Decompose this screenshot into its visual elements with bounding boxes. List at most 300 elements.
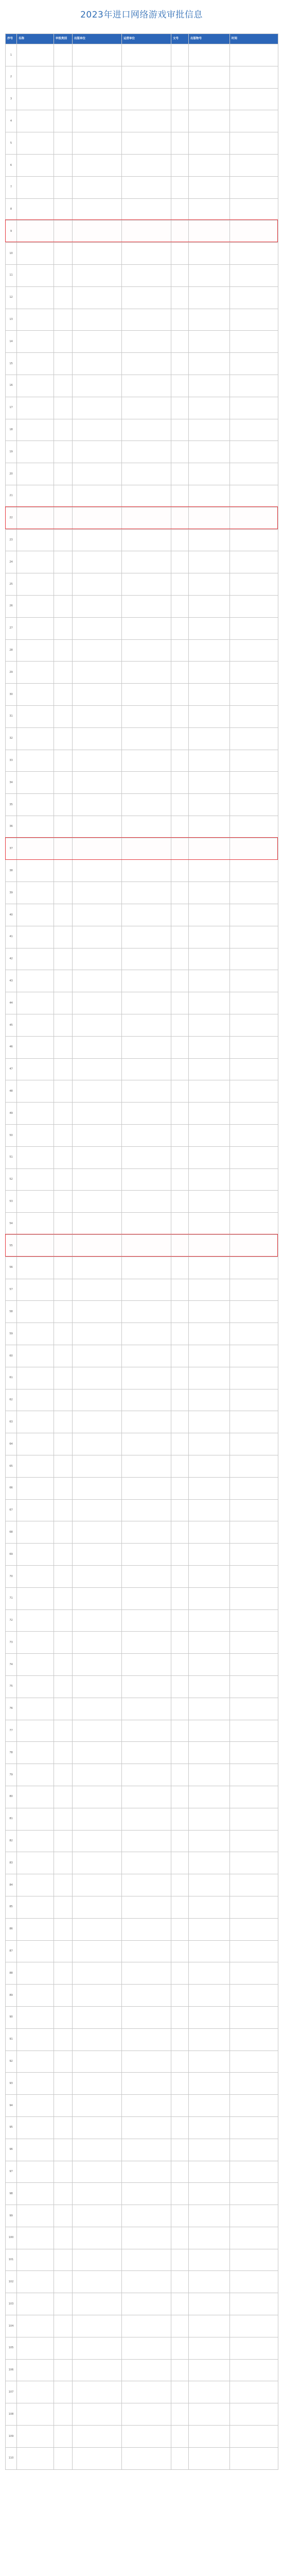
cell-publisher bbox=[73, 2315, 122, 2337]
cell-number: 18 bbox=[6, 419, 17, 441]
cell-date bbox=[230, 926, 278, 948]
cell-number: 5 bbox=[6, 132, 17, 155]
cell-name bbox=[17, 684, 54, 706]
cell-doc-number bbox=[171, 2337, 189, 2359]
cell-name bbox=[17, 948, 54, 970]
table-row bbox=[6, 309, 278, 331]
cell-name bbox=[17, 1985, 54, 2007]
cell-doc-number bbox=[171, 44, 189, 66]
cell-operator bbox=[122, 1698, 171, 1720]
cell-publisher bbox=[73, 1433, 122, 1455]
cell-publisher bbox=[73, 485, 122, 507]
table-row bbox=[6, 1080, 278, 1103]
cell-operator bbox=[122, 1345, 171, 1367]
cell-isbn bbox=[189, 1896, 230, 1918]
cell-doc-number bbox=[171, 1675, 189, 1698]
cell-isbn bbox=[189, 573, 230, 596]
cell-category bbox=[54, 198, 73, 221]
cell-name bbox=[17, 1433, 54, 1455]
cell-category bbox=[54, 507, 73, 529]
cell-number: 73 bbox=[6, 1632, 17, 1654]
cell-isbn bbox=[189, 2249, 230, 2271]
cell-operator bbox=[122, 926, 171, 948]
cell-date bbox=[230, 1764, 278, 1786]
cell-isbn bbox=[189, 1874, 230, 1896]
cell-number: 102 bbox=[6, 2271, 17, 2293]
cell-date bbox=[230, 595, 278, 617]
cell-name bbox=[17, 1146, 54, 1168]
cell-date bbox=[230, 485, 278, 507]
cell-name bbox=[17, 331, 54, 353]
table-row bbox=[6, 1852, 278, 1874]
cell-publisher bbox=[73, 1146, 122, 1168]
cell-category bbox=[54, 1257, 73, 1279]
cell-publisher bbox=[73, 243, 122, 265]
cell-category bbox=[54, 838, 73, 860]
cell-isbn bbox=[189, 1764, 230, 1786]
table-row bbox=[6, 1742, 278, 1764]
cell-doc-number bbox=[171, 419, 189, 441]
cell-number: 56 bbox=[6, 1257, 17, 1279]
cell-name bbox=[17, 882, 54, 904]
cell-publisher bbox=[73, 838, 122, 860]
cell-category bbox=[54, 1499, 73, 1521]
cell-publisher bbox=[73, 1125, 122, 1147]
cell-number: 15 bbox=[6, 353, 17, 375]
cell-doc-number bbox=[171, 1764, 189, 1786]
cell-doc-number bbox=[171, 1411, 189, 1433]
cell-operator bbox=[122, 551, 171, 573]
cell-name bbox=[17, 772, 54, 794]
cell-operator bbox=[122, 2028, 171, 2050]
cell-number: 16 bbox=[6, 375, 17, 397]
cell-operator bbox=[122, 1521, 171, 1544]
cell-category bbox=[54, 1830, 73, 1852]
cell-name bbox=[17, 2028, 54, 2050]
cell-operator bbox=[122, 154, 171, 176]
cell-date bbox=[230, 1301, 278, 1323]
cell-publisher bbox=[73, 1609, 122, 1632]
cell-number: 4 bbox=[6, 110, 17, 132]
cell-operator bbox=[122, 1654, 171, 1676]
cell-number: 60 bbox=[6, 1345, 17, 1367]
cell-publisher bbox=[73, 595, 122, 617]
table-row bbox=[6, 44, 278, 66]
cell-operator bbox=[122, 397, 171, 419]
cell-isbn bbox=[189, 331, 230, 353]
cell-number: 41 bbox=[6, 926, 17, 948]
cell-isbn bbox=[189, 1323, 230, 1345]
cell-category bbox=[54, 1852, 73, 1874]
table-row bbox=[6, 1918, 278, 1940]
cell-date bbox=[230, 1565, 278, 1587]
cell-category bbox=[54, 1367, 73, 1389]
cell-date bbox=[230, 1675, 278, 1698]
cell-number: 79 bbox=[6, 1764, 17, 1786]
cell-operator bbox=[122, 1036, 171, 1058]
cell-number: 27 bbox=[6, 617, 17, 639]
cell-number: 20 bbox=[6, 463, 17, 485]
cell-publisher bbox=[73, 2205, 122, 2227]
cell-operator bbox=[122, 1675, 171, 1698]
cell-publisher bbox=[73, 882, 122, 904]
cell-isbn bbox=[189, 794, 230, 816]
cell-category bbox=[54, 441, 73, 463]
table-row bbox=[6, 1940, 278, 1962]
cell-date bbox=[230, 904, 278, 926]
cell-number: 21 bbox=[6, 485, 17, 507]
cell-publisher bbox=[73, 419, 122, 441]
cell-category bbox=[54, 684, 73, 706]
cell-doc-number bbox=[171, 198, 189, 221]
cell-operator bbox=[122, 816, 171, 838]
cell-date bbox=[230, 1609, 278, 1632]
table-row bbox=[6, 1058, 278, 1080]
cell-number: 31 bbox=[6, 705, 17, 727]
cell-isbn bbox=[189, 1389, 230, 1411]
cell-operator bbox=[122, 2073, 171, 2095]
cell-operator bbox=[122, 2271, 171, 2293]
cell-date bbox=[230, 397, 278, 419]
cell-isbn bbox=[189, 551, 230, 573]
cell-operator bbox=[122, 441, 171, 463]
cell-number: 87 bbox=[6, 1940, 17, 1962]
cell-date bbox=[230, 551, 278, 573]
col-header-isbn: 出版物号 bbox=[189, 34, 230, 44]
cell-operator bbox=[122, 1168, 171, 1191]
cell-isbn bbox=[189, 1918, 230, 1940]
table-row bbox=[6, 1962, 278, 1985]
cell-name bbox=[17, 1301, 54, 1323]
cell-publisher bbox=[73, 132, 122, 155]
cell-name bbox=[17, 1389, 54, 1411]
cell-name bbox=[17, 485, 54, 507]
cell-operator bbox=[122, 1786, 171, 1808]
cell-isbn bbox=[189, 88, 230, 110]
cell-isbn bbox=[189, 2337, 230, 2359]
cell-isbn bbox=[189, 750, 230, 772]
table-row bbox=[6, 1499, 278, 1521]
table-row bbox=[6, 353, 278, 375]
cell-category bbox=[54, 573, 73, 596]
cell-name bbox=[17, 573, 54, 596]
cell-publisher bbox=[73, 2183, 122, 2205]
cell-date bbox=[230, 970, 278, 992]
cell-name bbox=[17, 353, 54, 375]
cell-doc-number bbox=[171, 1058, 189, 1080]
cell-isbn bbox=[189, 2271, 230, 2293]
cell-publisher bbox=[73, 66, 122, 88]
cell-doc-number bbox=[171, 1720, 189, 1742]
cell-number: 110 bbox=[6, 2447, 17, 2469]
cell-number: 53 bbox=[6, 1191, 17, 1213]
cell-operator bbox=[122, 1257, 171, 1279]
cell-operator bbox=[122, 2139, 171, 2161]
cell-category bbox=[54, 1521, 73, 1544]
table-row bbox=[6, 662, 278, 684]
cell-number: 19 bbox=[6, 441, 17, 463]
table-row bbox=[6, 529, 278, 551]
cell-publisher bbox=[73, 1918, 122, 1940]
cell-date bbox=[230, 1279, 278, 1301]
cell-operator bbox=[122, 1852, 171, 1874]
cell-name bbox=[17, 88, 54, 110]
approval-table bbox=[5, 33, 278, 2470]
cell-category bbox=[54, 926, 73, 948]
cell-publisher bbox=[73, 617, 122, 639]
cell-doc-number bbox=[171, 1609, 189, 1632]
cell-category bbox=[54, 1058, 73, 1080]
cell-number: 54 bbox=[6, 1213, 17, 1235]
cell-isbn bbox=[189, 1213, 230, 1235]
cell-operator bbox=[122, 2293, 171, 2315]
cell-number: 32 bbox=[6, 727, 17, 750]
cell-date bbox=[230, 1345, 278, 1367]
cell-category bbox=[54, 110, 73, 132]
cell-date bbox=[230, 1058, 278, 1080]
cell-publisher bbox=[73, 2293, 122, 2315]
cell-category bbox=[54, 1632, 73, 1654]
table-row bbox=[6, 176, 278, 198]
cell-name bbox=[17, 794, 54, 816]
cell-isbn bbox=[189, 2359, 230, 2381]
cell-isbn bbox=[189, 1830, 230, 1852]
cell-category bbox=[54, 1455, 73, 1478]
cell-name bbox=[17, 529, 54, 551]
cell-number: 22 bbox=[6, 507, 17, 529]
cell-doc-number bbox=[171, 1896, 189, 1918]
table-row bbox=[6, 1323, 278, 1345]
cell-date bbox=[230, 1830, 278, 1852]
cell-number: 12 bbox=[6, 286, 17, 309]
cell-category bbox=[54, 2315, 73, 2337]
cell-doc-number bbox=[171, 2006, 189, 2028]
cell-doc-number bbox=[171, 2359, 189, 2381]
cell-publisher bbox=[73, 1080, 122, 1103]
cell-operator bbox=[122, 198, 171, 221]
table-row bbox=[6, 441, 278, 463]
table-row bbox=[6, 1433, 278, 1455]
cell-number: 33 bbox=[6, 750, 17, 772]
table-row bbox=[6, 2139, 278, 2161]
cell-date bbox=[230, 154, 278, 176]
cell-name bbox=[17, 992, 54, 1014]
cell-date bbox=[230, 772, 278, 794]
cell-isbn bbox=[189, 684, 230, 706]
cell-doc-number bbox=[171, 507, 189, 529]
table-row bbox=[6, 2205, 278, 2227]
cell-category bbox=[54, 1720, 73, 1742]
cell-operator bbox=[122, 1874, 171, 1896]
col-header-doc-number: 文号 bbox=[171, 34, 189, 44]
table-row bbox=[6, 882, 278, 904]
cell-doc-number bbox=[171, 463, 189, 485]
cell-doc-number bbox=[171, 1213, 189, 1235]
cell-number: 48 bbox=[6, 1080, 17, 1103]
cell-category bbox=[54, 904, 73, 926]
cell-operator bbox=[122, 1565, 171, 1587]
cell-operator bbox=[122, 176, 171, 198]
cell-category bbox=[54, 2095, 73, 2117]
cell-category bbox=[54, 2050, 73, 2073]
cell-date bbox=[230, 1632, 278, 1654]
cell-doc-number bbox=[171, 1235, 189, 1257]
cell-operator bbox=[122, 44, 171, 66]
cell-name bbox=[17, 1058, 54, 1080]
cell-publisher bbox=[73, 441, 122, 463]
cell-category bbox=[54, 2073, 73, 2095]
cell-date bbox=[230, 2381, 278, 2403]
cell-operator bbox=[122, 1301, 171, 1323]
cell-date bbox=[230, 705, 278, 727]
cell-number: 90 bbox=[6, 2006, 17, 2028]
cell-date bbox=[230, 948, 278, 970]
cell-operator bbox=[122, 2095, 171, 2117]
cell-category bbox=[54, 617, 73, 639]
cell-date bbox=[230, 221, 278, 243]
cell-operator bbox=[122, 838, 171, 860]
cell-category bbox=[54, 1014, 73, 1037]
table-row bbox=[6, 331, 278, 353]
cell-category bbox=[54, 662, 73, 684]
cell-category bbox=[54, 772, 73, 794]
cell-operator bbox=[122, 2249, 171, 2271]
cell-isbn bbox=[189, 2426, 230, 2448]
cell-doc-number bbox=[171, 750, 189, 772]
cell-number: 28 bbox=[6, 639, 17, 662]
cell-number: 1 bbox=[6, 44, 17, 66]
cell-doc-number bbox=[171, 1565, 189, 1587]
cell-date bbox=[230, 2337, 278, 2359]
cell-category bbox=[54, 221, 73, 243]
cell-date bbox=[230, 2249, 278, 2271]
cell-number: 24 bbox=[6, 551, 17, 573]
table-row bbox=[6, 772, 278, 794]
cell-category bbox=[54, 2205, 73, 2227]
cell-publisher bbox=[73, 1345, 122, 1367]
cell-date bbox=[230, 617, 278, 639]
cell-doc-number bbox=[171, 1036, 189, 1058]
cell-name bbox=[17, 2249, 54, 2271]
cell-date bbox=[230, 2359, 278, 2381]
cell-date bbox=[230, 1433, 278, 1455]
col-header-category: 申报类别 bbox=[54, 34, 73, 44]
cell-publisher bbox=[73, 1962, 122, 1985]
cell-operator bbox=[122, 1455, 171, 1478]
cell-number: 61 bbox=[6, 1367, 17, 1389]
cell-publisher bbox=[73, 176, 122, 198]
cell-name bbox=[17, 1521, 54, 1544]
table-row bbox=[6, 1654, 278, 1676]
cell-name bbox=[17, 705, 54, 727]
table-row bbox=[6, 948, 278, 970]
cell-isbn bbox=[189, 243, 230, 265]
table-row bbox=[6, 2447, 278, 2469]
cell-category bbox=[54, 948, 73, 970]
cell-name bbox=[17, 132, 54, 155]
cell-category bbox=[54, 639, 73, 662]
cell-publisher bbox=[73, 1544, 122, 1566]
cell-name bbox=[17, 2426, 54, 2448]
cell-name bbox=[17, 595, 54, 617]
cell-isbn bbox=[189, 353, 230, 375]
cell-publisher bbox=[73, 88, 122, 110]
cell-date bbox=[230, 1786, 278, 1808]
cell-number: 74 bbox=[6, 1654, 17, 1676]
cell-operator bbox=[122, 1235, 171, 1257]
cell-isbn bbox=[189, 1786, 230, 1808]
cell-name bbox=[17, 154, 54, 176]
cell-publisher bbox=[73, 573, 122, 596]
cell-doc-number bbox=[171, 1587, 189, 1609]
cell-isbn bbox=[189, 1544, 230, 1566]
cell-date bbox=[230, 309, 278, 331]
cell-date bbox=[230, 1411, 278, 1433]
cell-doc-number bbox=[171, 1367, 189, 1389]
cell-category bbox=[54, 1389, 73, 1411]
cell-category bbox=[54, 2359, 73, 2381]
cell-isbn bbox=[189, 882, 230, 904]
cell-category bbox=[54, 243, 73, 265]
cell-isbn bbox=[189, 860, 230, 882]
table-row bbox=[6, 485, 278, 507]
cell-isbn bbox=[189, 1168, 230, 1191]
cell-doc-number bbox=[171, 1345, 189, 1367]
cell-date bbox=[230, 264, 278, 286]
cell-isbn bbox=[189, 1345, 230, 1367]
cell-date bbox=[230, 1962, 278, 1985]
cell-doc-number bbox=[171, 1433, 189, 1455]
table-row bbox=[6, 1036, 278, 1058]
cell-name bbox=[17, 2271, 54, 2293]
table-row bbox=[6, 2095, 278, 2117]
table-row bbox=[6, 1808, 278, 1830]
cell-category bbox=[54, 375, 73, 397]
cell-isbn bbox=[189, 1279, 230, 1301]
cell-doc-number bbox=[171, 2403, 189, 2426]
table-row bbox=[6, 1235, 278, 1257]
cell-publisher bbox=[73, 353, 122, 375]
cell-operator bbox=[122, 948, 171, 970]
cell-date bbox=[230, 838, 278, 860]
table-row bbox=[6, 2381, 278, 2403]
cell-name bbox=[17, 1168, 54, 1191]
cell-number: 57 bbox=[6, 1279, 17, 1301]
cell-name bbox=[17, 1632, 54, 1654]
cell-date bbox=[230, 1874, 278, 1896]
cell-operator bbox=[122, 684, 171, 706]
cell-isbn bbox=[189, 198, 230, 221]
cell-operator bbox=[122, 507, 171, 529]
page-title: 2023年进口网络游戏审批信息 bbox=[80, 10, 203, 20]
cell-name bbox=[17, 419, 54, 441]
cell-number: 36 bbox=[6, 816, 17, 838]
cell-name bbox=[17, 286, 54, 309]
cell-doc-number bbox=[171, 1852, 189, 1874]
cell-doc-number bbox=[171, 375, 189, 397]
cell-operator bbox=[122, 1191, 171, 1213]
cell-doc-number bbox=[171, 176, 189, 198]
cell-date bbox=[230, 1168, 278, 1191]
cell-name bbox=[17, 1544, 54, 1566]
cell-name bbox=[17, 926, 54, 948]
cell-isbn bbox=[189, 2116, 230, 2139]
table-row bbox=[6, 551, 278, 573]
cell-operator bbox=[122, 2116, 171, 2139]
cell-name bbox=[17, 2315, 54, 2337]
cell-operator bbox=[122, 419, 171, 441]
table-row bbox=[6, 705, 278, 727]
